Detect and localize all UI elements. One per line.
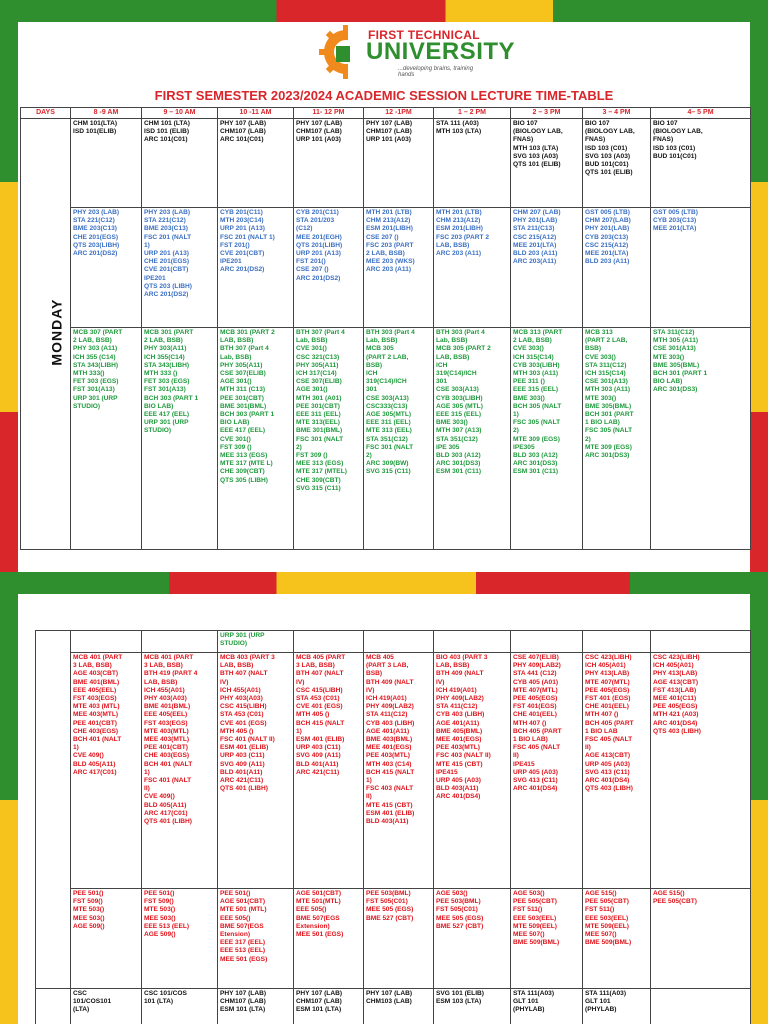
timetable-monday <box>20 107 751 550</box>
right-border-red <box>750 412 768 572</box>
continued-row-300l <box>36 631 751 653</box>
timetable-continued <box>35 630 751 1024</box>
table-cell: CHM 101 (LTA) ISD 101 (ELIB) ARC 101(C01) <box>142 119 218 208</box>
col-1-2: 1 – 2 PM <box>434 108 511 119</box>
university-logo <box>318 24 516 86</box>
timetable-page-1 <box>18 22 750 572</box>
table-cell: AGE 501(CBT) MTE 501(MTL) EEE 505() BME 507(EGS Extension) MEE 501 (EGS) <box>294 889 364 989</box>
middle-color-band <box>0 572 768 594</box>
table-cell: CHM 101(LTA) ISD 101(ELIB) <box>71 119 142 208</box>
table-cell: MCB 401 (PART 3 LAB, BSB) AGE 403(CBT) BME 401(BML) EEE 405(EEL) FST 403(EGS) MTE 403 (MTL) MEE 403(MTL) PEE 401(CBT) CHE 403(EGS) BCH 401 (NALT 1) CVE 409() BLD 405(A11) ARC 417(C01) <box>71 653 142 889</box>
header-row <box>21 108 751 119</box>
table-cell: PHY 107 (LAB) CHM103 (LAB) <box>364 989 434 1024</box>
monday-row-100l <box>21 119 751 208</box>
table-cell: PEE 501() FST 509() MTE 503() MEE 503() EEE 513 (EEL) AGE 509() <box>142 889 218 989</box>
left-border-green <box>0 22 18 182</box>
table-cell: GST 005 (LTB) CHM 207(LAB) PHY 201(LAB) CYB 203(C13) CSC 215(A12) MEE 201(LTA) BLD 203 (A11) <box>583 208 651 328</box>
table-cell: MCB 403 (PART 3 LAB, BSB) BTH 407 (NALT IV) ICH 455(A01) PHY 403(A03) CSC 415(LIBH) STA 453 (C01) CVE 401 (EGS) MTH 405 () FSC 401 (NALT II) ESM 401 (ELIB) URP 403 (C11) SVG 409 (A11) BLD 401(A11) ARC 421(C11) QTS 401 (LIBH) <box>218 653 294 889</box>
day-cell <box>21 119 71 550</box>
col-9-10: 9 – 10 AM <box>142 108 218 119</box>
table-cell: MCB 405 (PART 3 LAB, BSB) BTH 407 (NALT IV) CSC 415(LIBH) STA 453 (C01) CVE 401 (EGS) MTH 405 () BCH 415 (NALT 1) ESM 401 (ELIB) URP 403 (C11) SVG 409 (A11) BLD 401(A11) ARC 421(C11) <box>294 653 364 889</box>
day-cell-blank <box>36 631 71 989</box>
timetable-page-2 <box>18 594 750 1024</box>
table-cell: BIO 107 (BIOLOGY LAB, FNAS) ISD 103 (C01) SVG 103 (A03) BUD 101(C01) QTS 101 (ELIB) <box>583 119 651 208</box>
row-500l <box>36 889 751 989</box>
table-cell: MCB 405 (PART 3 LAB, BSB) BTH 409 (NALT IV) ICH 419(A01) PHY 409(LAB2) STA 411(C12) CYB 403 (LIBH) AGE 401(A11) BME 403(BML) MEE 401(EGS) PEE 403(MTL) MTH 403 (C14) BCH 415 (NALT 1) FSC 403 (NALT II) MTE 415 (CBT) ESM 401 (ELIB) BLD 403(A11) <box>364 653 434 889</box>
table-cell: BIO 107 (BIOLOGY LAB, FNAS) ISD 103 (C01) BUD 101(C01) <box>651 119 751 208</box>
table-cell: MTH 201 (LTB) CHM 213(A12) ESM 201(LIBH) CSE 207 () FSC 203 (PART 2 LAB, BSB) MEE 203 (WKS) ARC 203 (A11) <box>364 208 434 328</box>
table-cell: BIO 403 (PART 3 LAB, BSB) BTH 409 (NALT IV) ICH 419(A01) PHY 409(LAB2) STA 411(C12) CYB 403 (LIBH) AGE 401(A11) BME 405(BML) MEE 401(EGS) PEE 403(MTL) FSC 403 (NALT II) MTE 415 (CBT) IPE415 URP 405 (A03) BLD 403(A11) ARC 401(DS4) <box>434 653 511 889</box>
table-cell <box>142 631 218 653</box>
logo-tagline: ...developing brains, training hands <box>398 66 474 78</box>
page-title: FIRST SEMESTER 2023/2024 ACADEMIC SESSION LECTURE TIME-TABLE <box>154 88 614 103</box>
row-400l <box>36 653 751 889</box>
table-cell <box>294 631 364 653</box>
table-cell: PHY 203 (LAB) STA 221(C12) BME 203(C13) CHE 201(EGS) QTS 203(LIBH) ARC 201(DS2) <box>71 208 142 328</box>
table-cell: MCB 301 (PART 2 LAB, BSB) PHY 303(A11) ICH 355(C14) STA 343(LIBH) MTH 333 () FET 303 (EGS) FST 301(A13) BCH 303 (PART 1 BIO LAB) EEE 417 (EEL) URP 301 (URP STUDIO) <box>142 328 218 550</box>
table-cell: CYB 201(C11) MTH 203(C14) URP 201 (A13) FSC 201 (NALT 1) FST 201() CVE 201(CBT) IPE201 ARC 201(DS2) <box>218 208 294 328</box>
top-color-band <box>0 0 768 22</box>
table-cell: MTH 201 (LTB) CHM 213(A12) ESM 201(LIBH) FSC 203 (PART 2 LAB, BSB) ARC 203 (A11) <box>434 208 511 328</box>
table-cell: BTH 307 (Part 4 Lab, BSB) CVE 301() CSC 321(C13) PHY 305(A11) ICH 317(C14) CSE 307(ELIB) AGE 301() MTH 301 (A01) PEE 301(CBT) EEE 311 (EEL) MTE 313(EEL) BME 301(BML) FSC 301 (NALT 2) FST 309 () MEE 313 (EGS) MTE 317 (MTEL) CHE 309(CBT) SVG 315 (C11) <box>294 328 364 550</box>
table-cell: AGE 515() PEE 505(CBT) FST 511() EEE 503(EEL) MTE 509(EEL) MEE 507() BME 509(BML) <box>583 889 651 989</box>
table-cell: MCB 401 (PART 3 LAB, BSB) BTH 419 (PART 4 LAB, BSB) ICH 455(A01) PHY 403(A03) BME 401(BML) EEE 405(EEL) FST 403(EGS) MTE 403(MTL) MEE 403(MTL) PEE 401(CBT) CHE 403(EGS) BCH 401 (NALT 1) FSC 401 (NALT II) CVE 409() BLD 405(A11) ARC 417(C01) QTS 401 (LIBH) <box>142 653 218 889</box>
monday-row-300l <box>21 328 751 550</box>
left-border-red <box>0 412 18 572</box>
table-cell: PEE 503(BML) FST 505(C01) MEE 505 (EGS) BME 527 (CBT) <box>364 889 434 989</box>
day-label: MONDAY <box>48 298 65 366</box>
table-cell: CYB 201(C11) STA 201/203 (C12) MEE 201(EGH) QTS 201(LIBH) URP 201 (A13) FST 201() CSE 207 () ARC 201(DS2) <box>294 208 364 328</box>
table-cell: CHM 207 (LAB) PHY 201(LAB) STA 211(C13) CSC 215(A12) MEE 201(LTA) BLD 203 (A11) ARC 203(A11) <box>511 208 583 328</box>
table-cell: CSC 423(LIBH) ICH 405(A01) PHY 413(LAB) AGE 413(CBT) FST 413(LAB) MEE 401(C11) PEE 405(EGS) MTH 421 (A03) ARC 401(DS4) QTS 403 (LIBH) <box>651 653 751 889</box>
table-cell <box>651 989 751 1024</box>
table-cell: CSC 101/COS 101 (LTA) <box>142 989 218 1024</box>
next-day-row-100l <box>36 989 751 1024</box>
col-8-9: 8 -9 AM <box>71 108 142 119</box>
table-cell <box>364 631 434 653</box>
table-cell: MCB 313 (PART 2 LAB, BSB) CVE 303() ICH 315(C14) CYB 303(LIBH) MTH 303 (A11) PEE 311 () EEE 315 (EEL) BME 303() BCH 305 (NALT 1) FSC 305 (NALT 2) MTE 309 (EGS) IPE305 BLD 303 (A12) ARC 301(DS3) ESM 301 (C11) <box>511 328 583 550</box>
logo-line2: UNIVERSITY <box>366 38 516 65</box>
table-cell: MCB 301 (PART 2 LAB, BSB) BTH 307 (Part 4 Lab, BSB) PHY 305(A11) CSE 307(ELIB) AGE 301() MTH 311 (C13) PEE 301(CBT) BME 301(BML) BCH 303 (PART 1 BIO LAB) EEE 417 (EEL) CVE 301() FST 309 () MEE 313 (EGS) MTE 317 (MTE L) CHE 309(CBT) QTS 305 (LIBH) <box>218 328 294 550</box>
table-cell <box>71 631 142 653</box>
table-cell <box>651 631 751 653</box>
table-cell: SVG 101 (ELIB) ESM 103 (LTA) <box>434 989 511 1024</box>
table-cell: BTH 303 (Part 4 Lab, BSB) MCB 305 (PART 2 LAB, BSB) ICH 319(C14)/ICH 301 CSE 303(A13) CSC333(C13) AGE 305(MTL) EEE 311 (EEL) MTE 313 (EEL) STA 351(C12) FSC 301 (NALT 2) ARC 309(BW) SVG 315 (C11) <box>364 328 434 550</box>
table-cell: PHY 107 (LAB) CHM107 (LAB) ESM 101 (LTA) <box>218 989 294 1024</box>
table-cell: PEE 501() FST 509() MTE 503() MEE 503() AGE 509() <box>71 889 142 989</box>
table-cell: BIO 107 (BIOLOGY LAB, FNAS) MTH 103 (LTA) SVG 103 (A03) QTS 101 (ELIB) <box>511 119 583 208</box>
table-cell: AGE 503() PEE 505(CBT) FST 511() EEE 503(EEL) MTE 509(EEL) MEE 507() BME 509(BML) <box>511 889 583 989</box>
table-cell: PEE 501() AGE 501(CBT) MTE 501 (MTL) EEE 505() BME 507(EGS Etension) EEE 317 (EEL) EEE 513 (EEL) MEE 501 (EGS) <box>218 889 294 989</box>
table-cell: STA 111(A03) GLT 101 (PHYLAB) <box>583 989 651 1024</box>
table-cell <box>583 631 651 653</box>
table-cell: MCB 307 (PART 2 LAB, BSB) PHY 303 (A11) ICH 355 (C14) STA 343(LIBH) MTH 333() FET 303 (EGS) FST 301(A13) URP 301 (URP STUDIO) <box>71 328 142 550</box>
day-cell-next <box>36 989 71 1024</box>
table-cell: PHY 107 (LAB) CHM107 (LAB) URP 101 (A03) <box>294 119 364 208</box>
table-cell: CSC 423(LIBH) ICH 405(A01) PHY 413(LAB) MTE 407(MTL) PEE 405(EGS) FST 401 (EGS) CHE 401(EEL) MTH 407 () BCH 405 (PART 1 BIO LAB FSC 405 (NALT II) AGE 413(CBT) URP 405 (A03) SVG 413 (C11) ARC 401(DS4) QTS 403 (LIBH) <box>583 653 651 889</box>
col-2-3: 2 – 3 PM <box>511 108 583 119</box>
col-3-4: 3 – 4 PM <box>583 108 651 119</box>
logo-line1: FIRST TECHNICAL <box>368 28 480 42</box>
table-cell: PHY 107 (LAB) CHM107 (LAB) ARC 101(C01) <box>218 119 294 208</box>
col-12-1: 12 -1PM <box>364 108 434 119</box>
table-cell: STA 311(C12) MTH 305 (A11) CSE 301(A13) MTE 303() BME 305(BML) BCH 301 (PART 1 BIO LAB) ARC 301(DS3) <box>651 328 751 550</box>
left-border-yellow <box>0 182 18 412</box>
table-cell: PHY 107 (LAB) CHM107 (LAB) ESM 101 (LTA) <box>294 989 364 1024</box>
table-cell <box>434 631 511 653</box>
table-cell: STA 111 (A03) MTH 103 (LTA) <box>434 119 511 208</box>
table-cell: AGE 515() PEE 505(CBT) <box>651 889 751 989</box>
table-cell: PHY 203 (LAB) STA 221(C12) BME 203(C13) FSC 201 (NALT 1) URP 201 (A13) CHE 201(EGS) CVE 201(CBT) IPE201 QTS 203 (LIBH) ARC 201(DS2) <box>142 208 218 328</box>
table-cell: URP 301 (URP STUDIO) <box>218 631 294 653</box>
table-cell: AGE 503() PEE 503(BML) FST 505(C01) MEE 505 (EGS) BME 527 (CBT) <box>434 889 511 989</box>
monday-row-200l <box>21 208 751 328</box>
col-11-12: 11- 12 PM <box>294 108 364 119</box>
right-border-yellow <box>750 182 768 412</box>
table-cell <box>511 631 583 653</box>
left-border-yellow-2 <box>0 800 18 1024</box>
table-cell: PHY 107 (LAB) CHM107 (LAB) URP 101 (A03) <box>364 119 434 208</box>
table-cell: CSE 407(ELIB) PHY 409(LAB2) STA 441 (C12) CYB 405 (A01) MTE 407(MTL) PEE 405(EGS) FST 401(EGS) CHE 401(EEL) MTH 407 () BCH 405 (PART 1 BIO LAB) FSC 405 (NALT II) IPE415 URP 405 (A03) SVG 413 (C11) ARC 401(DS4) <box>511 653 583 889</box>
table-cell: STA 111(A03) GLT 101 (PHYLAB) <box>511 989 583 1024</box>
table-cell: BTH 303 (Part 4 Lab, BSB) MCB 305 (PART 2 LAB, BSB) ICH 319(C14)/ICH 301 CSE 303(A13) CYB 303(LIBH) AGE 305 (MTL) EEE 315 (EEL) BME 303() MTH 307 (A13) STA 351(C12) IPE 305 BLD 303 (A12) ARC 301(DS3) ESM 301 (C11) <box>434 328 511 550</box>
right-border-green <box>750 22 768 182</box>
col-4-5: 4– 5 PM <box>651 108 751 119</box>
table-cell: MCB 313 (PART 2 LAB, BSB) CVE 303() STA 311(C12) ICH 315(C14) CSE 301(A13) MTH 303 (A11) MTE 303() BME 305(BML) BCH 301 (PART 1 BIO LAB) FSC 305 (NALT 2) MTE 309 (EGS) ARC 301(DS3) <box>583 328 651 550</box>
col-10-11: 10 -11 AM <box>218 108 294 119</box>
table-cell: CSC 101/COS101 (LTA) <box>71 989 142 1024</box>
table-cell: GST 005 (LTB) CYB 203(C13) MEE 201(LTA) <box>651 208 751 328</box>
right-border-yellow-2 <box>750 800 768 1024</box>
col-days: DAYS <box>21 108 71 119</box>
